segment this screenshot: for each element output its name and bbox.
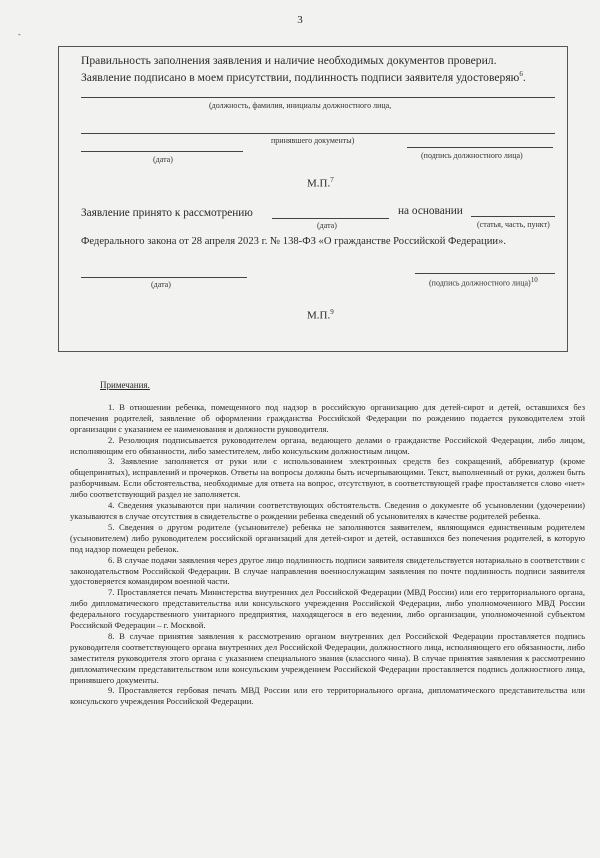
mp-label-1: М.П. [307, 177, 331, 190]
article-line[interactable] [471, 216, 555, 217]
note-item: 1. В отношении ребенка, помещенного под надзор в российскую организацию для детей-сирот и детей, оставшихся без попечения родителей, заявление об оформлении гражданства Российской Федерации по рождению подается руководителем этой организации с указанием ее наименования и должности руководителя. [70, 401, 585, 434]
note-item: 6. В случае подачи заявления через другое лицо подлинность подписи заявителя свидетельствуется нотариально в соответствии с законодательством Российской Федерации. В случае направления военнослужащим заявления по почте подлинность подписи заявителя удостоверяется командиром военной части. [70, 554, 585, 587]
caption-signature-2 [429, 276, 538, 288]
caption-signature-1: (подпись должностного лица) [421, 151, 523, 160]
note-item: 9. Проставляется гербовая печать МВД России или его территориального органа, дипломатического представительства или консульского учреждения Российской Федерации. [70, 685, 585, 707]
caption-signature-2-text: (подпись должностного лица) [429, 278, 531, 288]
basis-label: на основании [398, 205, 463, 217]
verification-line-1: Правильность заполнения заявления и наличие необходимых документов проверил. [81, 54, 497, 67]
official-received-line[interactable] [81, 133, 555, 134]
notes-section [70, 380, 585, 707]
note-item: 7. Проставляется печать Министерства внутренних дел Российской Федерации (МВД России) или его территориального органа, либо дипломатического представительства или консульского учреждения Российской Федерации, либо уполномоченного МВД России федерального государственного унитарного предприятия, находящегося в его ведении, либо организации, уполномоченной субъектом Российской Федерации – г. Москвой. [70, 587, 585, 631]
caption-received: принявшего документы) [271, 136, 355, 145]
verification-text: Заявление подписано в моем присутствии, подлинность подписи заявителя удостоверяю [81, 70, 520, 84]
signature-line-2[interactable] [415, 273, 555, 274]
verification-form-box [58, 46, 568, 352]
date-line-1[interactable] [81, 151, 243, 152]
signature-line-1[interactable] [407, 147, 553, 148]
caption-date-1: (дата) [153, 155, 173, 164]
caption-date-2: (дата) [317, 221, 337, 230]
footnote-ref: 10 [530, 276, 538, 284]
mp-label-2: М.П. [307, 309, 331, 322]
accepted-label: Заявление принято к рассмотрению [81, 207, 253, 219]
footnote-ref: 9 [330, 308, 334, 316]
caption-article: (статья, часть, пункт) [477, 220, 550, 229]
corner-mark: - [18, 30, 21, 39]
footnote-ref: 7 [330, 176, 334, 184]
stamp-place-2 [307, 308, 334, 322]
caption-date-3: (дата) [151, 280, 171, 289]
acceptance-date-line[interactable] [272, 218, 389, 219]
page-number: 3 [297, 14, 303, 26]
caption-official: (должность, фамилия, инициалы должностного лица, [209, 101, 392, 110]
note-item: 3. Заявление заполняется от руки или с использованием электронных средств без сокращений, аббревиатур (кроме общепринятых), исправлений и прочерков. Ответы на вопросы должны быть исчерпывающими. Текст, выполненный от руки, должен быть разборчивым. Если обстоятельства, необходимые для ответа на вопрос, отсутствуют, в соответствующей графе проставляется слово «нет» либо соответствующий раздел не заполняется. [70, 456, 585, 500]
note-item: 5. Сведения о другом родителе (усыновителе) ребенка не заполняются заявителем, являющимся единственным родителем (усыновителем) либо руководителем российской организаций для детей-сирот и детей, оставшихся без попечения родителей, в которую под надзор помещен ребенок. [70, 521, 585, 554]
official-name-line[interactable] [81, 97, 555, 98]
notes-title: Примечания. [100, 380, 150, 390]
note-item: 4. Сведения указываются при наличии соответствующих обстоятельств. Сведения о документе об усыновлении (удочерении) указываются в случае отсутствия в свидетельстве о рождении ребенка сведений об усыновителях в качестве родителей ребенка. [70, 500, 585, 521]
law-text: Федерального закона от 28 апреля 2023 г. № 138-ФЗ «О гражданстве Российской Федерации». [81, 236, 507, 247]
verification-line-2: Заявление подписано в моем присутствии, подлинность подписи заявителя удостоверяю$^6$. [81, 70, 526, 84]
footnote-ref: 6 [519, 70, 523, 78]
stamp-place-1 [307, 176, 334, 190]
date-line-3[interactable] [81, 277, 247, 278]
note-item: 8. В случае принятия заявления к рассмотрению органом внутренних дел Российской Федерации проставляется подпись руководителя соответствующего органа внутренних дел Российской Федерации, должностного лица, исполняющего его обязанности, либо заместителя руководителя этого органа с указанием специального звания (классного чина). В случае принятия заявления к рассмотрению дипломатическим представительством или консульским учреждением Российской Федерации проставляется подпись должностного лица, принявшего документы. [70, 630, 585, 685]
note-item: 2. Резолюция подписывается руководителем органа, ведающего делами о гражданстве Российской Федерации, либо лицом, исполняющим его обязанности, либо заместителем, либо консульским должностным лицом. [70, 434, 585, 456]
